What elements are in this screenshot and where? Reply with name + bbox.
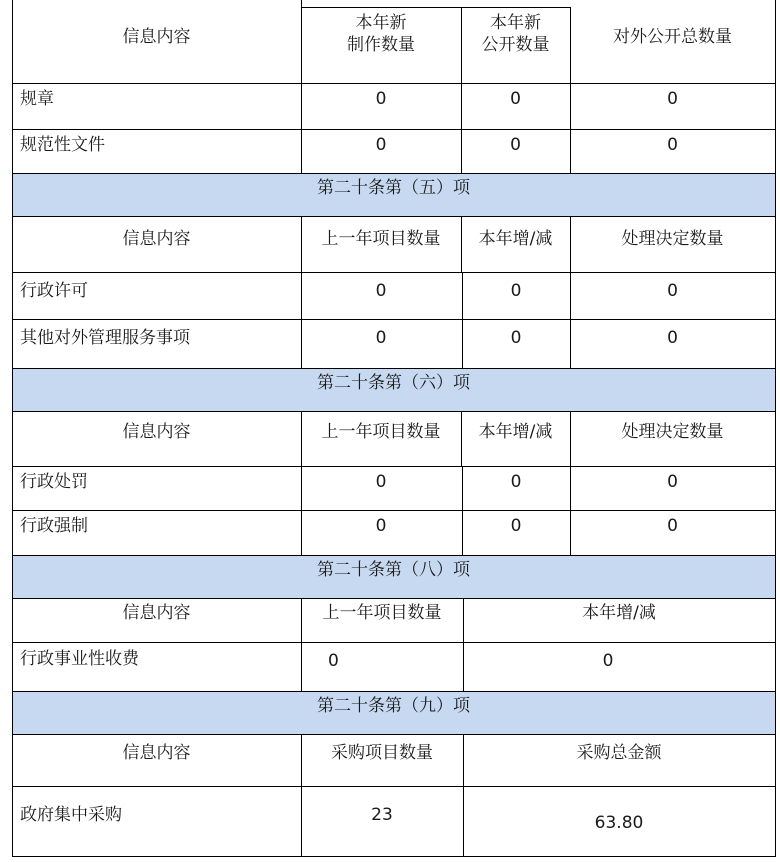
grid-line bbox=[301, 7, 570, 8]
row-value: 63.80 bbox=[594, 813, 644, 833]
row-value: 0 bbox=[375, 89, 387, 109]
row-value: 0 bbox=[375, 328, 387, 348]
row-value: 0 bbox=[375, 281, 387, 301]
header-prev-year-count: 上一年项目数量 bbox=[322, 603, 442, 623]
grid-line bbox=[12, 319, 775, 320]
header-info-content: 信息内容 bbox=[122, 603, 191, 623]
grid-line bbox=[463, 598, 464, 691]
grid-line bbox=[462, 272, 463, 368]
grid-line bbox=[461, 216, 462, 272]
header-prev-year-count: 上一年项目数量 bbox=[321, 422, 441, 442]
header-prev-year-count: 上一年项目数量 bbox=[321, 229, 441, 249]
header-new-public: 本年新 公开数量 bbox=[481, 13, 550, 55]
grid-line bbox=[12, 216, 775, 217]
grid-line bbox=[12, 734, 775, 735]
header-change: 本年增/减 bbox=[582, 603, 656, 623]
grid-line bbox=[12, 555, 775, 556]
grid-line bbox=[461, 411, 462, 466]
grid-line bbox=[12, 786, 775, 787]
grid-line bbox=[12, 272, 775, 273]
grid-line bbox=[12, 510, 775, 511]
grid-line bbox=[12, 856, 775, 857]
header-total-public: 对外公开总数量 bbox=[613, 27, 732, 47]
row-label: 其他对外管理服务事项 bbox=[20, 328, 190, 348]
grid-line bbox=[12, 691, 775, 692]
grid-line bbox=[570, 216, 571, 368]
section-title-8: 第二十条第（八）项 bbox=[317, 560, 470, 580]
header-new-made: 本年新 制作数量 bbox=[347, 13, 415, 55]
row-value: 0 bbox=[375, 135, 387, 155]
header-change: 本年增/减 bbox=[478, 422, 553, 442]
header-decision-count: 处理决定数量 bbox=[621, 422, 724, 442]
row-value: 0 bbox=[667, 135, 678, 155]
grid-line bbox=[12, 642, 775, 643]
grid-line bbox=[12, 0, 13, 857]
row-value: 0 bbox=[667, 281, 678, 301]
row-value: 0 bbox=[328, 651, 339, 671]
header-purchase-total: 采购总金额 bbox=[576, 743, 662, 763]
grid-line bbox=[301, 598, 302, 691]
grid-line bbox=[570, 7, 571, 173]
grid-line bbox=[12, 368, 775, 369]
row-value: 0 bbox=[667, 472, 678, 492]
row-label: 行政许可 bbox=[20, 281, 88, 301]
grid-line bbox=[461, 7, 462, 173]
grid-line bbox=[775, 0, 776, 857]
header-info-content: 信息内容 bbox=[122, 422, 191, 442]
header-purchase-count: 采购项目数量 bbox=[331, 743, 433, 763]
row-value: 0 bbox=[510, 516, 522, 536]
row-value: 0 bbox=[510, 281, 522, 301]
row-value: 0 bbox=[667, 328, 678, 348]
header-info-content: 信息内容 bbox=[122, 27, 191, 47]
row-label: 规章 bbox=[20, 89, 54, 109]
row-value: 0 bbox=[602, 651, 614, 671]
row-value: 0 bbox=[510, 135, 521, 155]
header-info-content: 信息内容 bbox=[122, 743, 191, 763]
section-title-9: 第二十条第（九）项 bbox=[317, 696, 470, 716]
row-label: 政府集中采购 bbox=[20, 805, 122, 825]
header-decision-count: 处理决定数量 bbox=[621, 229, 724, 249]
grid-line bbox=[463, 734, 464, 856]
section-title-5: 第二十条第（五）项 bbox=[317, 178, 470, 198]
row-label: 规范性文件 bbox=[20, 135, 105, 155]
grid-line bbox=[12, 129, 775, 130]
row-value: 0 bbox=[375, 516, 387, 536]
section-title-6: 第二十条第（六）项 bbox=[317, 373, 470, 393]
grid-line bbox=[301, 734, 302, 856]
row-label: 行政处罚 bbox=[20, 472, 88, 492]
row-value: 0 bbox=[510, 472, 522, 492]
grid-line bbox=[301, 0, 302, 173]
row-value: 0 bbox=[510, 328, 522, 348]
row-label: 行政事业性收费 bbox=[20, 649, 139, 669]
row-value: 0 bbox=[667, 516, 678, 536]
grid-line bbox=[301, 216, 302, 368]
row-value: 23 bbox=[371, 805, 393, 825]
grid-line bbox=[12, 173, 775, 174]
row-value: 0 bbox=[667, 89, 678, 109]
grid-line bbox=[462, 466, 463, 555]
grid-line bbox=[301, 411, 302, 555]
grid-line bbox=[12, 411, 775, 412]
grid-line bbox=[570, 411, 571, 555]
grid-line bbox=[12, 466, 775, 467]
row-value: 0 bbox=[510, 89, 521, 109]
grid-line bbox=[12, 598, 775, 599]
row-value: 0 bbox=[375, 472, 387, 492]
header-info-content: 信息内容 bbox=[122, 229, 191, 249]
row-label: 行政强制 bbox=[20, 516, 88, 536]
header-change: 本年增/减 bbox=[478, 229, 553, 249]
grid-line bbox=[12, 83, 775, 84]
